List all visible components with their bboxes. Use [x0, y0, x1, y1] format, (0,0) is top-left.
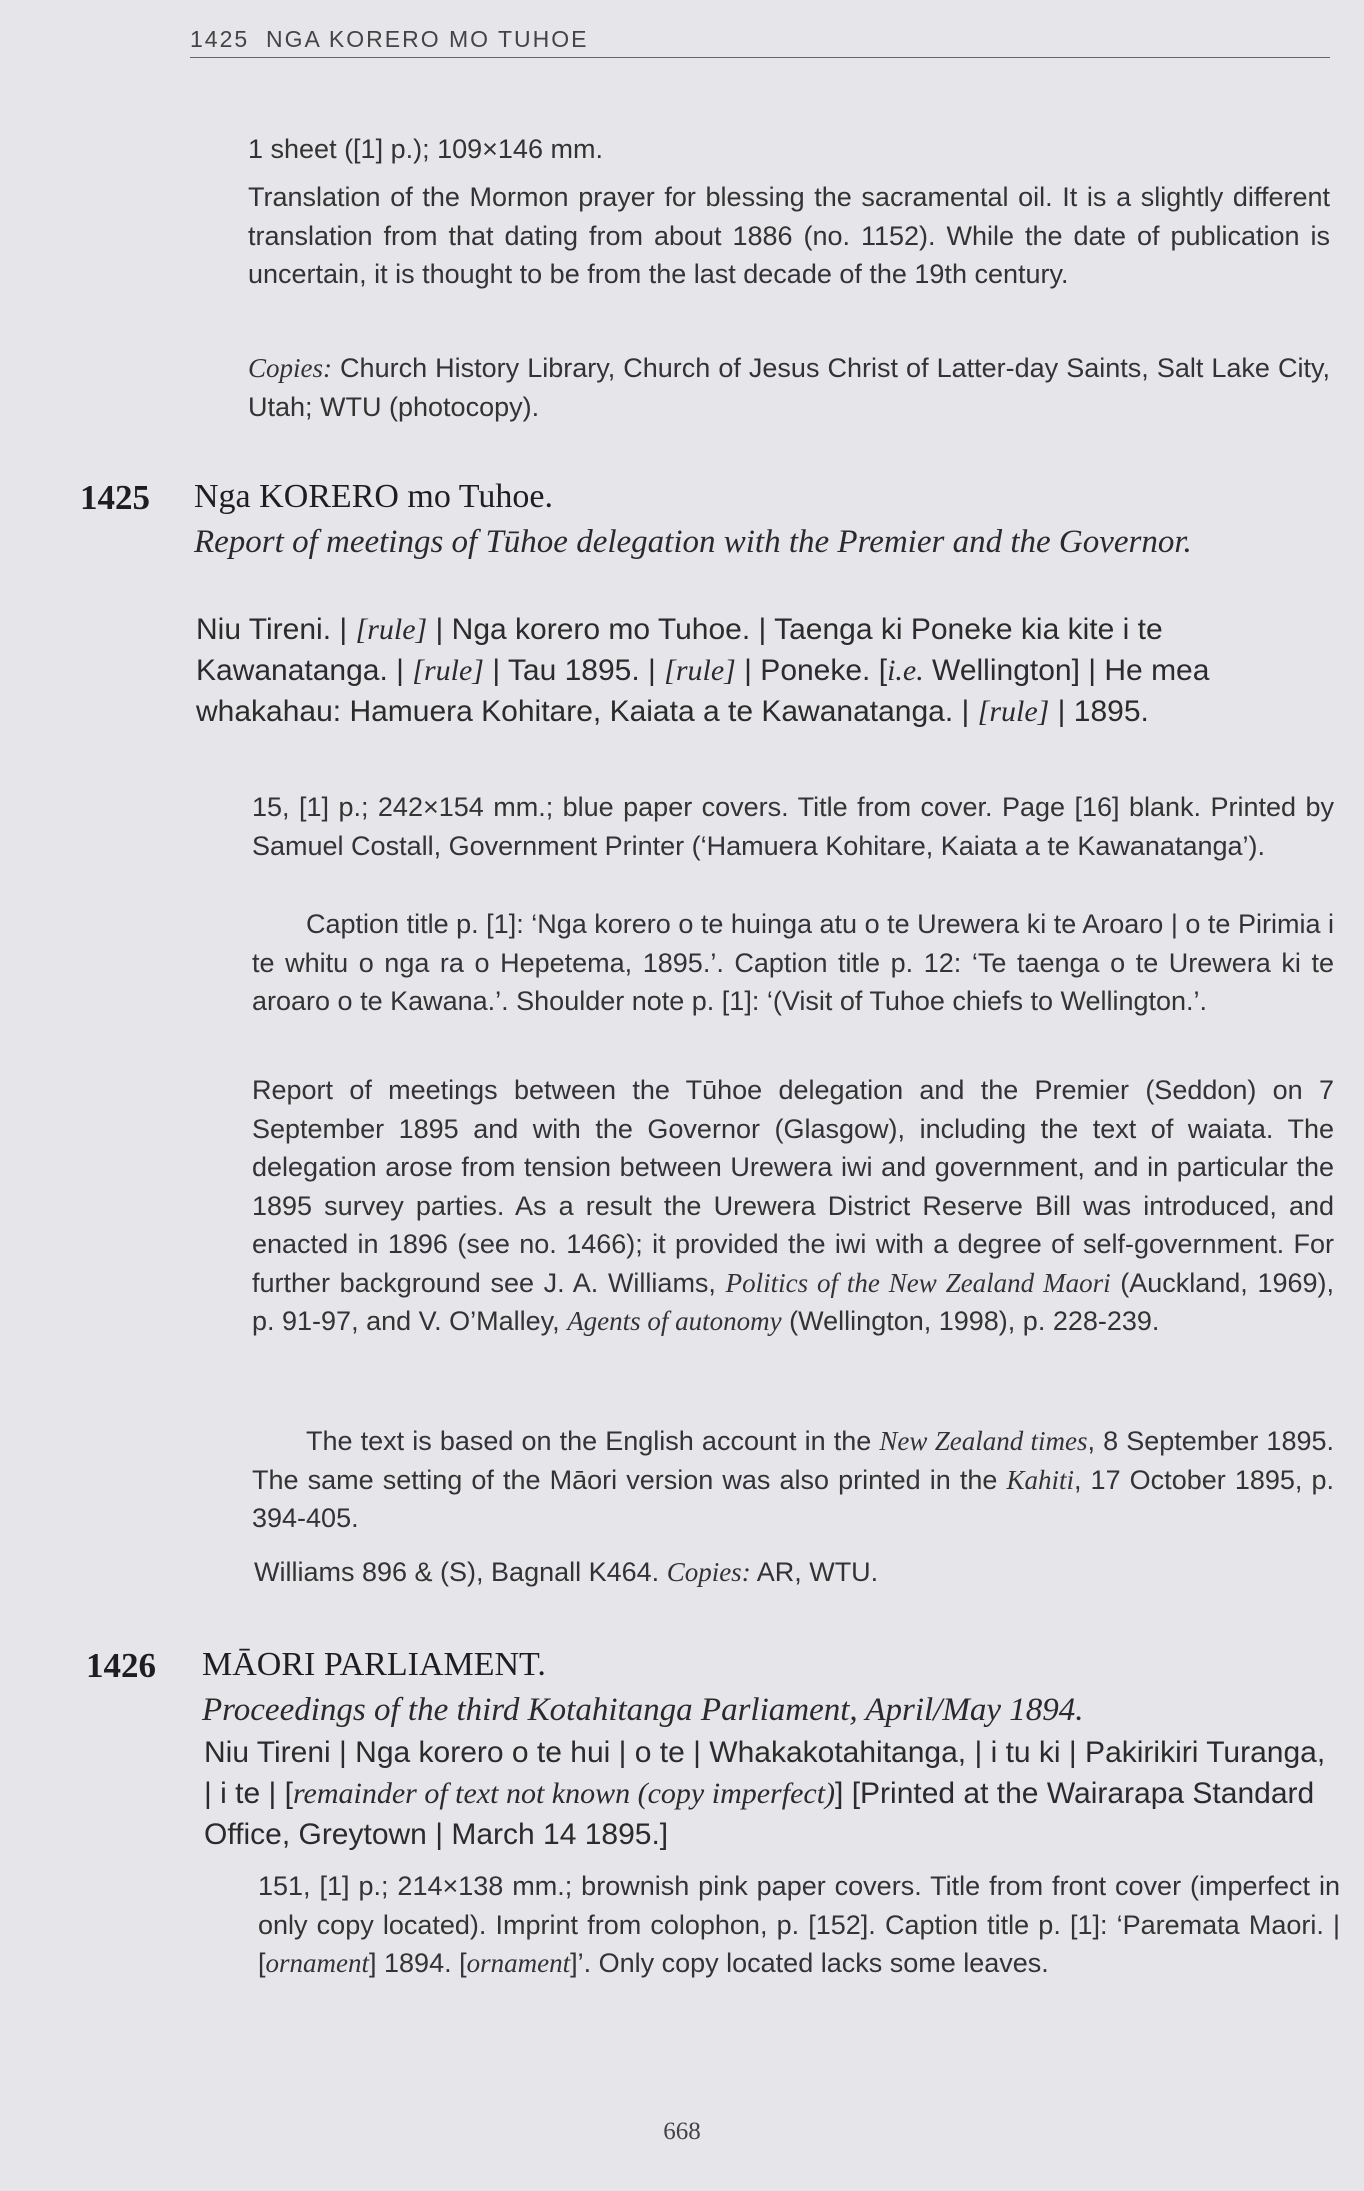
imprint-rule: [rule]	[977, 695, 1050, 728]
refs-text: Williams 896 & (S), Bagnall K464.	[254, 1557, 667, 1587]
physical-text: ] 1894. [	[369, 1948, 467, 1978]
imprint-note: remainder of text not known (copy imperfect)	[292, 1777, 836, 1810]
ornament-note: ornament	[265, 1948, 370, 1978]
imprint-rule: [rule]	[355, 613, 428, 646]
imprint-part: | Nga korero mo Tuhoe. | Taenga ki Poneke kia kite i te Kawanatanga. |	[196, 613, 1163, 687]
entry-subtitle: Report of meetings of Tūhoe delegation with the Premier and the Governor.	[194, 524, 1192, 560]
imprint-rule: [rule]	[412, 654, 484, 687]
header-page-number: 1425	[190, 26, 250, 52]
imprint-part: Wellington] | He mea whakahau: Hamuera Kohitare, Kaiata a te Kawanatanga. |	[196, 654, 1210, 728]
entry-1424-note: Translation of the Mormon prayer for blessing the sacramental oil. It is a slightly different translation from that dating from about 1886 (no. 1152). While the date of publication is uncertain, it is thought to be from the last decade of the 19th century.	[248, 182, 1330, 289]
physical-text: ]’. Only copy located lacks some leaves.	[570, 1948, 1049, 1978]
entry-physical-description	[258, 1867, 1340, 1983]
report-text: (Auckland, 1969), p. 91-97, and V. O’Malley,	[252, 1267, 1335, 1336]
imprint-ie: i.e.	[887, 654, 924, 687]
imprint-part: Niu Tireni | Nga korero o te hui | o te | Whakakotahitanga, | i tu ki | Pakirikiri Turanga, | i te | [	[204, 1736, 1326, 1810]
entry-1424-copies	[248, 349, 1330, 426]
entry-physical-description: 15, [1] p.; 242×154 mm.; blue paper covers. Title from cover. Page [16] blank. Printed by Samuel Costall, Government Printer (‘Hamuera Kohitare, Kaiata a te Kawanatanga’).	[252, 792, 1334, 861]
entry-report-note	[252, 1071, 1334, 1341]
entry-title	[202, 1646, 546, 1684]
entry-title	[194, 478, 553, 516]
footer-page-number: 668	[663, 2118, 701, 2145]
basis-text: , 8 September 1895. The same setting of the Māori version was also printed in the	[252, 1426, 1335, 1495]
entry-text-basis-note	[252, 1422, 1334, 1538]
imprint-part: | 1895.	[1049, 695, 1149, 728]
report-title-ref: Politics of the New Zealand Maori	[725, 1267, 1111, 1298]
imprint-part: | Poneke. [	[735, 654, 888, 687]
imprint-part: | Tau 1895. |	[483, 654, 665, 687]
entry-1424-collation: 1 sheet ([1] p.); 109×146 mm.	[248, 134, 603, 164]
copies-text: Church History Library, Church of Jesus Christ of Latter-day Saints, Salt Lake City, Utah; WTU (photocopy).	[248, 353, 1330, 422]
entry-title-end: .	[537, 1646, 546, 1683]
report-text: Report of meetings between the Tūhoe delegation and the Premier (Seddon) on 7 September 1895 and with the Governor (Glasgow), including the text of waiata. The delegation arose from tension between Urewera iwi and government, and in particular the 1895 survey parties. As a result the Urewera District Reserve Bill was introduced, and enacted in 1896 (see no. 1466); it provided the iwi with a degree of self-government. For further background see J. A. Williams,	[252, 1075, 1334, 1298]
header-running-title: NGA KORERO MO TUHOE	[265, 26, 589, 52]
entry-subtitle: Proceedings of the third Kotahitanga Parliament, April/May 1894.	[202, 1692, 1084, 1728]
basis-text: , 17 October 1895, p. 394-405.	[252, 1464, 1334, 1533]
imprint-rule: [rule]	[664, 654, 736, 687]
entry-caption-note: Caption title p. [1]: ‘Nga korero o te huinga atu o te Urewera ki te Aroaro | o te Pirimia i te whitu o nga ra o Hepetema, 1895.’. Caption title p. 12: ‘Te taenga o te Urewera ki te aroaro o te Kawana.’. Shoulder note p. [1]: ‘(Visit of Tuhoe chiefs to Wellington.’.	[252, 909, 1334, 1016]
entry-references	[254, 1553, 1336, 1592]
copies-text: AR, WTU.	[750, 1557, 879, 1587]
imprint-part: Niu Tireni. |	[196, 613, 356, 646]
entry-imprint	[204, 1732, 1329, 1855]
entry-number: 1426	[86, 1646, 156, 1685]
entry-imprint	[196, 609, 1321, 732]
copies-label: Copies:	[248, 353, 332, 383]
physical-text: 151, [1] p.; 214×138 mm.; brownish pink paper covers. Title from front cover (imperfect in only copy located). Imprint from colophon, p. [152]. Caption title p. [1]: ‘Paremata Maori. | [	[258, 1871, 1340, 1978]
report-text: (Wellington, 1998), p. 228-239.	[781, 1306, 1160, 1336]
report-title-ref: Agents of autonomy	[567, 1306, 782, 1336]
basis-title-ref: New Zealand times	[879, 1426, 1088, 1456]
entry-title-end: .	[544, 478, 553, 515]
basis-text: The text is based on the English account in the	[306, 1426, 880, 1456]
ornament-note: ornament	[466, 1948, 571, 1978]
basis-title-ref: Kahiti	[1006, 1464, 1074, 1495]
entry-title-text: Nga KORERO mo Tuhoe	[194, 478, 545, 515]
imprint-part: ] [Printed at the Wairarapa Standard Office, Greytown | March 14 1895.]	[204, 1777, 1315, 1851]
header-rule	[190, 57, 1330, 58]
entry-number: 1425	[80, 478, 150, 517]
copies-label: Copies:	[666, 1557, 751, 1587]
entry-title-text: MĀORI PARLIAMENT	[202, 1646, 538, 1683]
running-header	[190, 26, 1330, 53]
